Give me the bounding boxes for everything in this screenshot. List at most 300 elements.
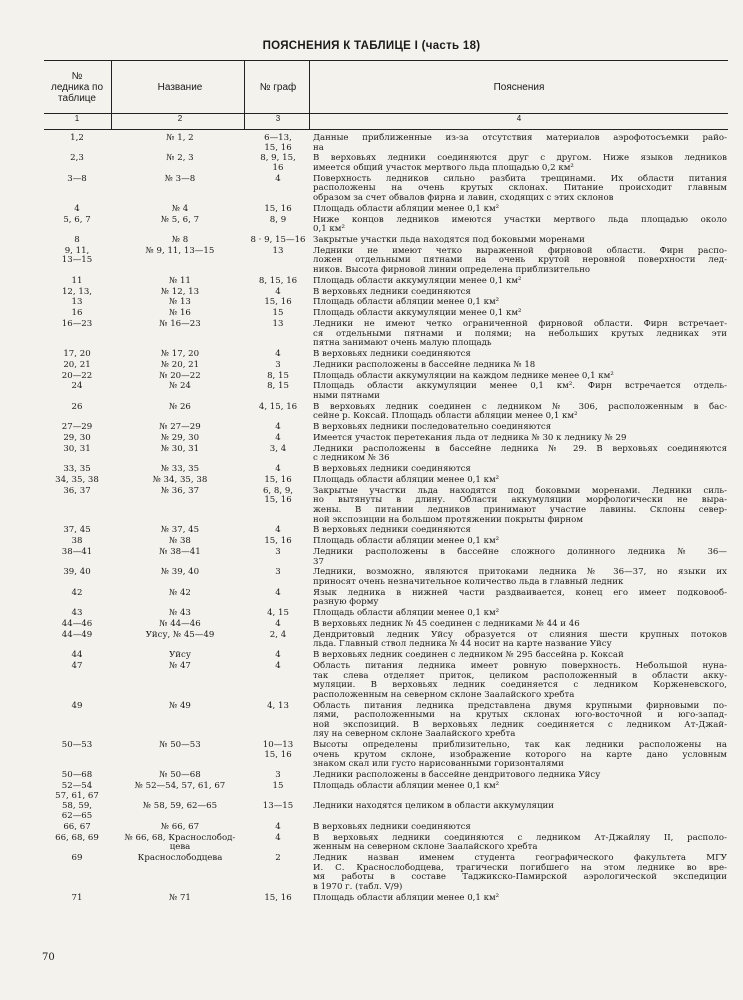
cell-line: 52—54 — [61, 781, 93, 791]
cell-line: 66, 67 — [63, 821, 91, 832]
cell-line: 62—65 — [61, 810, 93, 821]
cell-line: Уйсу — [169, 650, 191, 661]
cell-line: № 49 — [169, 700, 191, 711]
cell-c3 — [248, 403, 308, 413]
header-col-number — [44, 61, 110, 113]
cell-c4 — [313, 823, 727, 833]
cell-line: 8, 9, 15, — [260, 153, 296, 164]
cell-c1 — [44, 771, 110, 781]
cell-line: № 3—8 — [164, 173, 196, 184]
cell-c3 — [248, 205, 308, 215]
cell-c4 — [313, 476, 727, 486]
table-header — [44, 60, 728, 114]
cell-c3 — [248, 309, 308, 319]
cell-line: 4 — [275, 661, 281, 671]
column-number: 2 — [177, 114, 183, 123]
cell-c1 — [44, 298, 110, 308]
cell-c3 — [248, 620, 308, 630]
cell-line: 15, 16 — [264, 749, 292, 760]
cell-c1 — [44, 487, 110, 497]
cell-line: 44—46 — [61, 619, 93, 629]
cell-line: 15 — [272, 308, 284, 319]
cell-c3 — [248, 823, 308, 833]
cell-line: № 50—68 — [159, 770, 201, 781]
cell-line: Дендритовый ледник Уйсу образуется от слияния шести крупных потоков — [313, 629, 727, 640]
cell-c1 — [44, 609, 110, 619]
cell-line: 38—41 — [61, 547, 93, 557]
cell-line: № 30, 31 — [160, 443, 200, 454]
cell-line: 15, 16 — [264, 536, 292, 547]
cell-line: Площадь области абляции менее 0,1 км² — [313, 297, 500, 308]
cell-line: ся отдельными пятнами и полями; на небольших крутых ледниках эти — [313, 328, 727, 339]
cell-line: 10—13 — [262, 740, 294, 751]
cell-c4 — [313, 320, 727, 349]
cell-line: Площадь области абляции менее 0,1 км² — [313, 475, 500, 485]
cell-line: 44 — [71, 650, 83, 661]
cell-line: 0,1 км² — [313, 224, 345, 235]
cell-line: мя работы в составе Таджикско-Памирской аэрологической экспедиции — [313, 872, 727, 883]
cell-c2 — [112, 476, 248, 486]
cell-c1 — [44, 154, 110, 164]
cell-line: 15, 16 — [264, 142, 292, 153]
header-col-name: Название — [157, 81, 203, 93]
cell-line: знаком скал или густо нарисованными горизонталями — [313, 759, 564, 770]
cell-line: 6—13, — [264, 133, 292, 143]
cell-line: 33, 35 — [63, 464, 91, 475]
cell-c2 — [112, 465, 248, 475]
cell-line: 13—15 — [262, 801, 294, 812]
cell-line: Ледники расположены в бассейне сложного долинного ледника № 36— — [313, 547, 727, 557]
column-number: 1 — [74, 114, 80, 123]
cell-c4 — [313, 771, 727, 781]
cell-c4 — [313, 782, 727, 792]
cell-c3 — [248, 476, 308, 486]
cell-line: Площадь области абляции менее 0,1 км² — [313, 203, 500, 214]
cell-line: ной экспозиции на большом протяжении покрыты фирном — [313, 514, 584, 525]
cell-line: В верховьях ледники последовательно соединяются — [313, 422, 552, 433]
cell-line: муляции. В верховьях ледник соединяется с ледником Корженевского, — [313, 680, 727, 691]
header-col-number-line: таблице — [58, 92, 96, 104]
cell-c2 — [112, 620, 248, 630]
cell-line: № 38—41 — [159, 547, 201, 557]
cell-c2 — [112, 609, 248, 619]
cell-line: В верховьях ледники соединяются с ледником Ат-Джайляу II, располо- — [313, 832, 727, 843]
cell-c1 — [44, 216, 110, 226]
cell-line: 4 — [275, 349, 281, 359]
cell-c2 — [112, 350, 248, 360]
header-col-graph: № граф — [259, 81, 297, 93]
cell-c2 — [112, 403, 248, 413]
cell-c4 — [313, 537, 727, 547]
cell-c3 — [248, 320, 308, 330]
cell-c3 — [248, 526, 308, 536]
cell-line: 12, 13, — [61, 286, 93, 297]
cell-line: 5, 6, 7 — [63, 214, 91, 225]
cell-line: на — [313, 142, 324, 153]
cell-c4 — [313, 662, 727, 700]
column-number: 3 — [275, 114, 281, 123]
cell-line: Данные приближенные из-за отсутствия материалов аэрофотосъемки райо- — [313, 133, 727, 143]
cell-c3 — [248, 782, 308, 792]
cell-c2 — [112, 568, 248, 578]
cell-line: 8 — [74, 235, 80, 245]
cell-line: Площадь области аккумуляции на каждом леднике менее 0,1 км² — [313, 370, 614, 381]
cell-line: 4 — [275, 286, 281, 297]
cell-c1 — [44, 382, 110, 392]
cell-line: № 37, 45 — [160, 525, 200, 536]
cell-line: № 13 — [169, 297, 191, 308]
cell-c2 — [112, 154, 248, 164]
cell-c3 — [248, 298, 308, 308]
cell-line: 27—29 — [61, 422, 93, 433]
cell-c4 — [313, 651, 727, 661]
cell-line: № 9, 11, 13—15 — [145, 245, 215, 256]
cell-line: 16—23 — [61, 319, 93, 329]
cell-line: расположены на очень крутых склонах. Питание происходит главным — [313, 183, 727, 194]
cell-line: № 16 — [169, 308, 191, 319]
cell-c4 — [313, 802, 727, 812]
cell-line: Площадь области аккумуляции менее 0,1 км² — [313, 275, 522, 286]
cell-line: 66, 68, 69 — [55, 832, 99, 843]
cell-c2 — [112, 247, 248, 257]
page-title: ПОЯСНЕНИЯ К ТАБЛИЦЕ I (часть 18) — [262, 40, 481, 52]
cell-c2 — [112, 894, 248, 904]
cell-line: № 26 — [169, 401, 191, 412]
cell-c3 — [248, 247, 308, 257]
cell-line: № 20—22 — [159, 370, 201, 381]
cell-line: № 17, 20 — [160, 349, 200, 359]
cell-c1 — [44, 702, 110, 712]
cell-c3 — [248, 465, 308, 475]
cell-line: но вытянуты в длину. Области аккумуляции морфологически не выра- — [313, 495, 727, 506]
cell-line: № 16—23 — [159, 319, 201, 329]
cell-c3 — [248, 216, 308, 226]
cell-line: 3 — [275, 770, 281, 781]
cell-c1 — [44, 403, 110, 413]
cell-line: 8 · 9, 15—16 — [250, 235, 306, 245]
cell-c1 — [44, 236, 110, 246]
cell-c3 — [248, 134, 308, 153]
cell-line: Ледники не имеют четко ограниченной фирновой области. Фирн встречает- — [313, 319, 727, 329]
cell-line: № 52—54, 57, 61, 67 — [134, 781, 226, 791]
cell-line: с ледником № 36 — [313, 453, 390, 464]
cell-c4 — [313, 702, 727, 740]
cell-line: № 4 — [171, 203, 189, 214]
cell-c1 — [44, 662, 110, 672]
cell-c2 — [112, 548, 248, 558]
cell-c3 — [248, 741, 308, 760]
cell-line: жены. В питании ледников принимают участие лавины. Склоны север- — [313, 504, 727, 515]
cell-line: 43 — [71, 608, 83, 619]
cell-line: 2, 4 — [269, 629, 287, 640]
cell-c3 — [248, 434, 308, 444]
cell-line: 11 — [71, 275, 83, 286]
cell-c2 — [112, 802, 248, 812]
cell-line: 47 — [71, 661, 83, 671]
cell-c2 — [112, 288, 248, 298]
cell-c4 — [313, 205, 727, 215]
cell-line: Ниже концов ледников имеются участки мертвого льда площадью около — [313, 214, 727, 225]
cell-line: 8, 9 — [269, 214, 287, 225]
cell-line: пятна занимают очень малую площадь — [313, 338, 492, 349]
cell-line: 4 — [275, 587, 281, 598]
cell-c3 — [248, 423, 308, 433]
cell-line: 13 — [272, 319, 284, 329]
cell-line: очень крутом склоне, изображение которого на карте дано условным — [313, 749, 727, 760]
cell-line: 3 — [275, 567, 281, 578]
cell-c1 — [44, 320, 110, 330]
cell-line: 57, 61, 67 — [55, 790, 99, 801]
cell-c2 — [112, 423, 248, 433]
cell-c3 — [248, 802, 308, 812]
cell-line: 4 — [275, 433, 281, 443]
cell-c4 — [313, 350, 727, 360]
cell-c3 — [248, 372, 308, 382]
cell-line: № 50—53 — [159, 740, 201, 751]
cell-line: 3, 4 — [269, 443, 287, 454]
cell-line: Поверхность ледников сильно разбита трещинами. Их области питания — [313, 173, 727, 184]
cell-c4 — [313, 372, 727, 382]
cell-line: приносят очень незначительное количество льда в главный ледник — [313, 576, 624, 587]
cell-c2 — [112, 216, 248, 226]
cell-line: 38 — [71, 536, 83, 547]
cell-line: № 33, 35 — [160, 464, 200, 475]
cell-line: 15 — [272, 781, 284, 791]
cell-line: ляу на северном склоне Заалайского хребта — [313, 729, 516, 740]
cell-line: 36, 37 — [63, 485, 91, 496]
cell-c2 — [112, 702, 248, 712]
cell-line: 58, 59, — [61, 801, 93, 812]
cell-c4 — [313, 589, 727, 608]
cell-line: Область питания ледника представлена двумя крупными фирновыми по- — [313, 700, 727, 711]
cell-c1 — [44, 175, 110, 185]
cell-c4 — [313, 834, 727, 853]
header-col-notes: Пояснения — [493, 81, 545, 93]
cell-line: 26 — [71, 401, 83, 412]
cell-line: № 66, 67 — [160, 821, 200, 832]
cell-line: Закрытые участки льда находятся под боковыми моренами. Ледники силь- — [313, 485, 727, 496]
cell-line: 15, 16 — [264, 203, 292, 214]
cell-line: 4, 15 — [267, 608, 289, 619]
cell-c3 — [248, 361, 308, 371]
cell-c4 — [313, 609, 727, 619]
cell-c4 — [313, 434, 727, 444]
cell-c2 — [112, 782, 248, 792]
cell-line: образом за счет обвалов фирна и лавин, сходящих с этих склонов — [313, 192, 614, 203]
cell-line: № 20, 21 — [160, 359, 200, 370]
cell-line: № 12, 13 — [160, 286, 200, 297]
cell-line: 4 — [275, 525, 281, 536]
cell-line: № 66, 68, Краснослобод- — [124, 832, 236, 843]
cell-line: 71 — [71, 892, 83, 903]
cell-c4 — [313, 894, 727, 904]
cell-line: 50—53 — [61, 740, 93, 751]
cell-c1 — [44, 445, 110, 455]
cell-line: 39, 40 — [63, 567, 91, 578]
cell-line: № 11 — [169, 275, 191, 286]
cell-c1 — [44, 651, 110, 661]
cell-line: 8, 15 — [267, 370, 289, 381]
cell-line: № 38 — [169, 536, 191, 547]
cell-c4 — [313, 548, 727, 567]
cell-c1 — [44, 205, 110, 215]
cell-line: 1,2 — [70, 133, 84, 143]
cell-c1 — [44, 465, 110, 475]
cell-c1 — [44, 548, 110, 558]
cell-c1 — [44, 537, 110, 547]
cell-line: Ледники находятся целиком в области аккумуляции — [313, 801, 554, 812]
cell-line: 69 — [71, 853, 83, 863]
cell-line: № 27—29 — [159, 422, 201, 433]
cell-c2 — [112, 361, 248, 371]
cell-c2 — [112, 631, 248, 641]
cell-c3 — [248, 236, 308, 246]
cell-line: В верховьях ледник соединен с ледником № 306, расположенным в бас- — [313, 401, 727, 412]
cell-c1 — [44, 823, 110, 833]
cell-line: 3—8 — [67, 173, 87, 184]
cell-c1 — [44, 741, 110, 751]
cell-c4 — [313, 361, 727, 371]
cell-line: ников. Высота фирновой линии определена приблизительно — [313, 264, 591, 275]
cell-c4 — [313, 236, 727, 246]
cell-c4 — [313, 288, 727, 298]
cell-line: льда. Главный ствол ледника № 44 носит на карте название Уйсу — [313, 639, 612, 650]
cell-line: 34, 35, 38 — [55, 475, 99, 485]
cell-line: разную форму — [313, 597, 379, 608]
cell-line: 24 — [71, 381, 83, 392]
cell-c4 — [313, 175, 727, 204]
cell-c1 — [44, 620, 110, 630]
cell-c4 — [313, 134, 727, 153]
cell-line: 30, 31 — [63, 443, 91, 454]
cell-c3 — [248, 589, 308, 599]
cell-c2 — [112, 526, 248, 536]
cell-c1 — [44, 361, 110, 371]
cell-line: Ледник назван именем студента географического факультета МГУ — [313, 853, 727, 863]
cell-c4 — [313, 423, 727, 433]
cell-c2 — [112, 834, 248, 853]
cell-c2 — [112, 309, 248, 319]
cell-line: расположенным на северном склоне Заалайского хребта — [313, 689, 575, 700]
cell-line: № 58, 59, 62—65 — [142, 801, 218, 812]
cell-line: 4 — [74, 203, 80, 214]
cell-line: 2 — [275, 853, 281, 863]
cell-line: Имеется участок перетекания льда от ледника № 30 к леднику № 29 — [313, 433, 627, 443]
cell-line: 29, 30 — [63, 433, 91, 443]
cell-line: № 8 — [171, 235, 189, 245]
cell-c1 — [44, 894, 110, 904]
cell-line: В верховьях ледники соединяются друг с другом. Ниже языков ледников — [313, 153, 727, 164]
cell-line: 15, 16 — [264, 297, 292, 308]
cell-c2 — [112, 537, 248, 547]
cell-line: ной экспозиций. В верховьях ледник соединяется с ледником Ат-Джай- — [313, 719, 727, 730]
cell-c4 — [313, 741, 727, 770]
cell-c2 — [112, 662, 248, 672]
cell-line: Площадь области абляции менее 0,1 км² — [313, 892, 500, 903]
cell-c3 — [248, 854, 308, 864]
cell-line: 37, 45 — [63, 525, 91, 536]
cell-c3 — [248, 277, 308, 287]
cell-c2 — [112, 298, 248, 308]
cell-line: 42 — [71, 587, 83, 598]
cell-c3 — [248, 487, 308, 506]
cell-c1 — [44, 631, 110, 641]
cell-line: 6, 8, 9, — [262, 485, 294, 496]
cell-c2 — [112, 175, 248, 185]
cell-c3 — [248, 537, 308, 547]
cell-line: В верховьях ледники соединяются — [313, 525, 471, 536]
cell-line: Ледники расположены в бассейне дендритового ледника Уйсу — [313, 770, 601, 781]
cell-c4 — [313, 568, 727, 587]
cell-c3 — [248, 568, 308, 578]
cell-c1 — [44, 526, 110, 536]
cell-c4 — [313, 298, 727, 308]
cell-line: Область питания ледника имеет ровную поверхность. Небольшой нуна- — [313, 661, 727, 671]
cell-line: Закрытые участки льда находятся под боковыми моренами — [313, 235, 585, 245]
cell-c2 — [112, 434, 248, 444]
header-col-number-line: № — [71, 70, 83, 82]
cell-line: 8, 15 — [267, 381, 289, 392]
cell-c1 — [44, 350, 110, 360]
cell-c4 — [313, 445, 727, 464]
cell-line: сейне р. Коксай. Площадь области абляции менее 0,1 км² — [313, 411, 578, 422]
cell-line: ложен отдельными пятнами на очень крутой неровной поверхности лед- — [313, 255, 727, 266]
cell-line: № 29, 30 — [160, 433, 200, 443]
cell-c3 — [248, 548, 308, 558]
column-number-row — [44, 112, 728, 130]
cell-line: 4 — [275, 464, 281, 475]
cell-line: 50—68 — [61, 770, 93, 781]
cell-line: № 39, 40 — [160, 567, 200, 578]
cell-c4 — [313, 487, 727, 525]
cell-c1 — [44, 134, 110, 144]
cell-c2 — [112, 741, 248, 751]
cell-line: Ледники расположены в бассейне ледника № 29. В верховьях соединяются — [313, 443, 727, 454]
cell-line: Уйсу, № 45—49 — [145, 629, 215, 640]
cell-c2 — [112, 134, 248, 144]
cell-c4 — [313, 216, 727, 235]
cell-line: В верховьях ледники соединяются — [313, 349, 471, 359]
cell-line: Площадь области абляции менее 0,1 км² — [313, 608, 500, 619]
cell-line: № 43 — [169, 608, 191, 619]
cell-c2 — [112, 277, 248, 287]
cell-c4 — [313, 277, 727, 287]
cell-line: 17, 20 — [63, 349, 91, 359]
cell-line: 9, 11, — [64, 245, 90, 256]
cell-line: 20—22 — [61, 370, 93, 381]
cell-c3 — [248, 702, 308, 712]
cell-c3 — [248, 175, 308, 185]
cell-c2 — [112, 205, 248, 215]
cell-line: В верховьях ледник соединен с ледником № 295 бассейна р. Коксай — [313, 650, 624, 661]
cell-line: В верховьях ледники соединяются — [313, 286, 471, 297]
cell-line: 13 — [71, 297, 83, 308]
cell-c4 — [313, 465, 727, 475]
cell-line: 8, 15, 16 — [258, 275, 298, 286]
cell-c1 — [44, 476, 110, 486]
cell-line: 4 — [275, 832, 281, 843]
cell-c2 — [112, 589, 248, 599]
cell-line: № 2, 3 — [166, 153, 194, 164]
cell-c2 — [112, 823, 248, 833]
cell-c1 — [44, 854, 110, 864]
cell-line: 3 — [275, 359, 281, 370]
cell-c2 — [112, 320, 248, 330]
cell-line: Площадь области абляции менее 0,1 км² — [313, 536, 500, 547]
cell-line: № 44—46 — [159, 619, 201, 629]
cell-c3 — [248, 631, 308, 641]
cell-line: 2,3 — [70, 153, 84, 164]
